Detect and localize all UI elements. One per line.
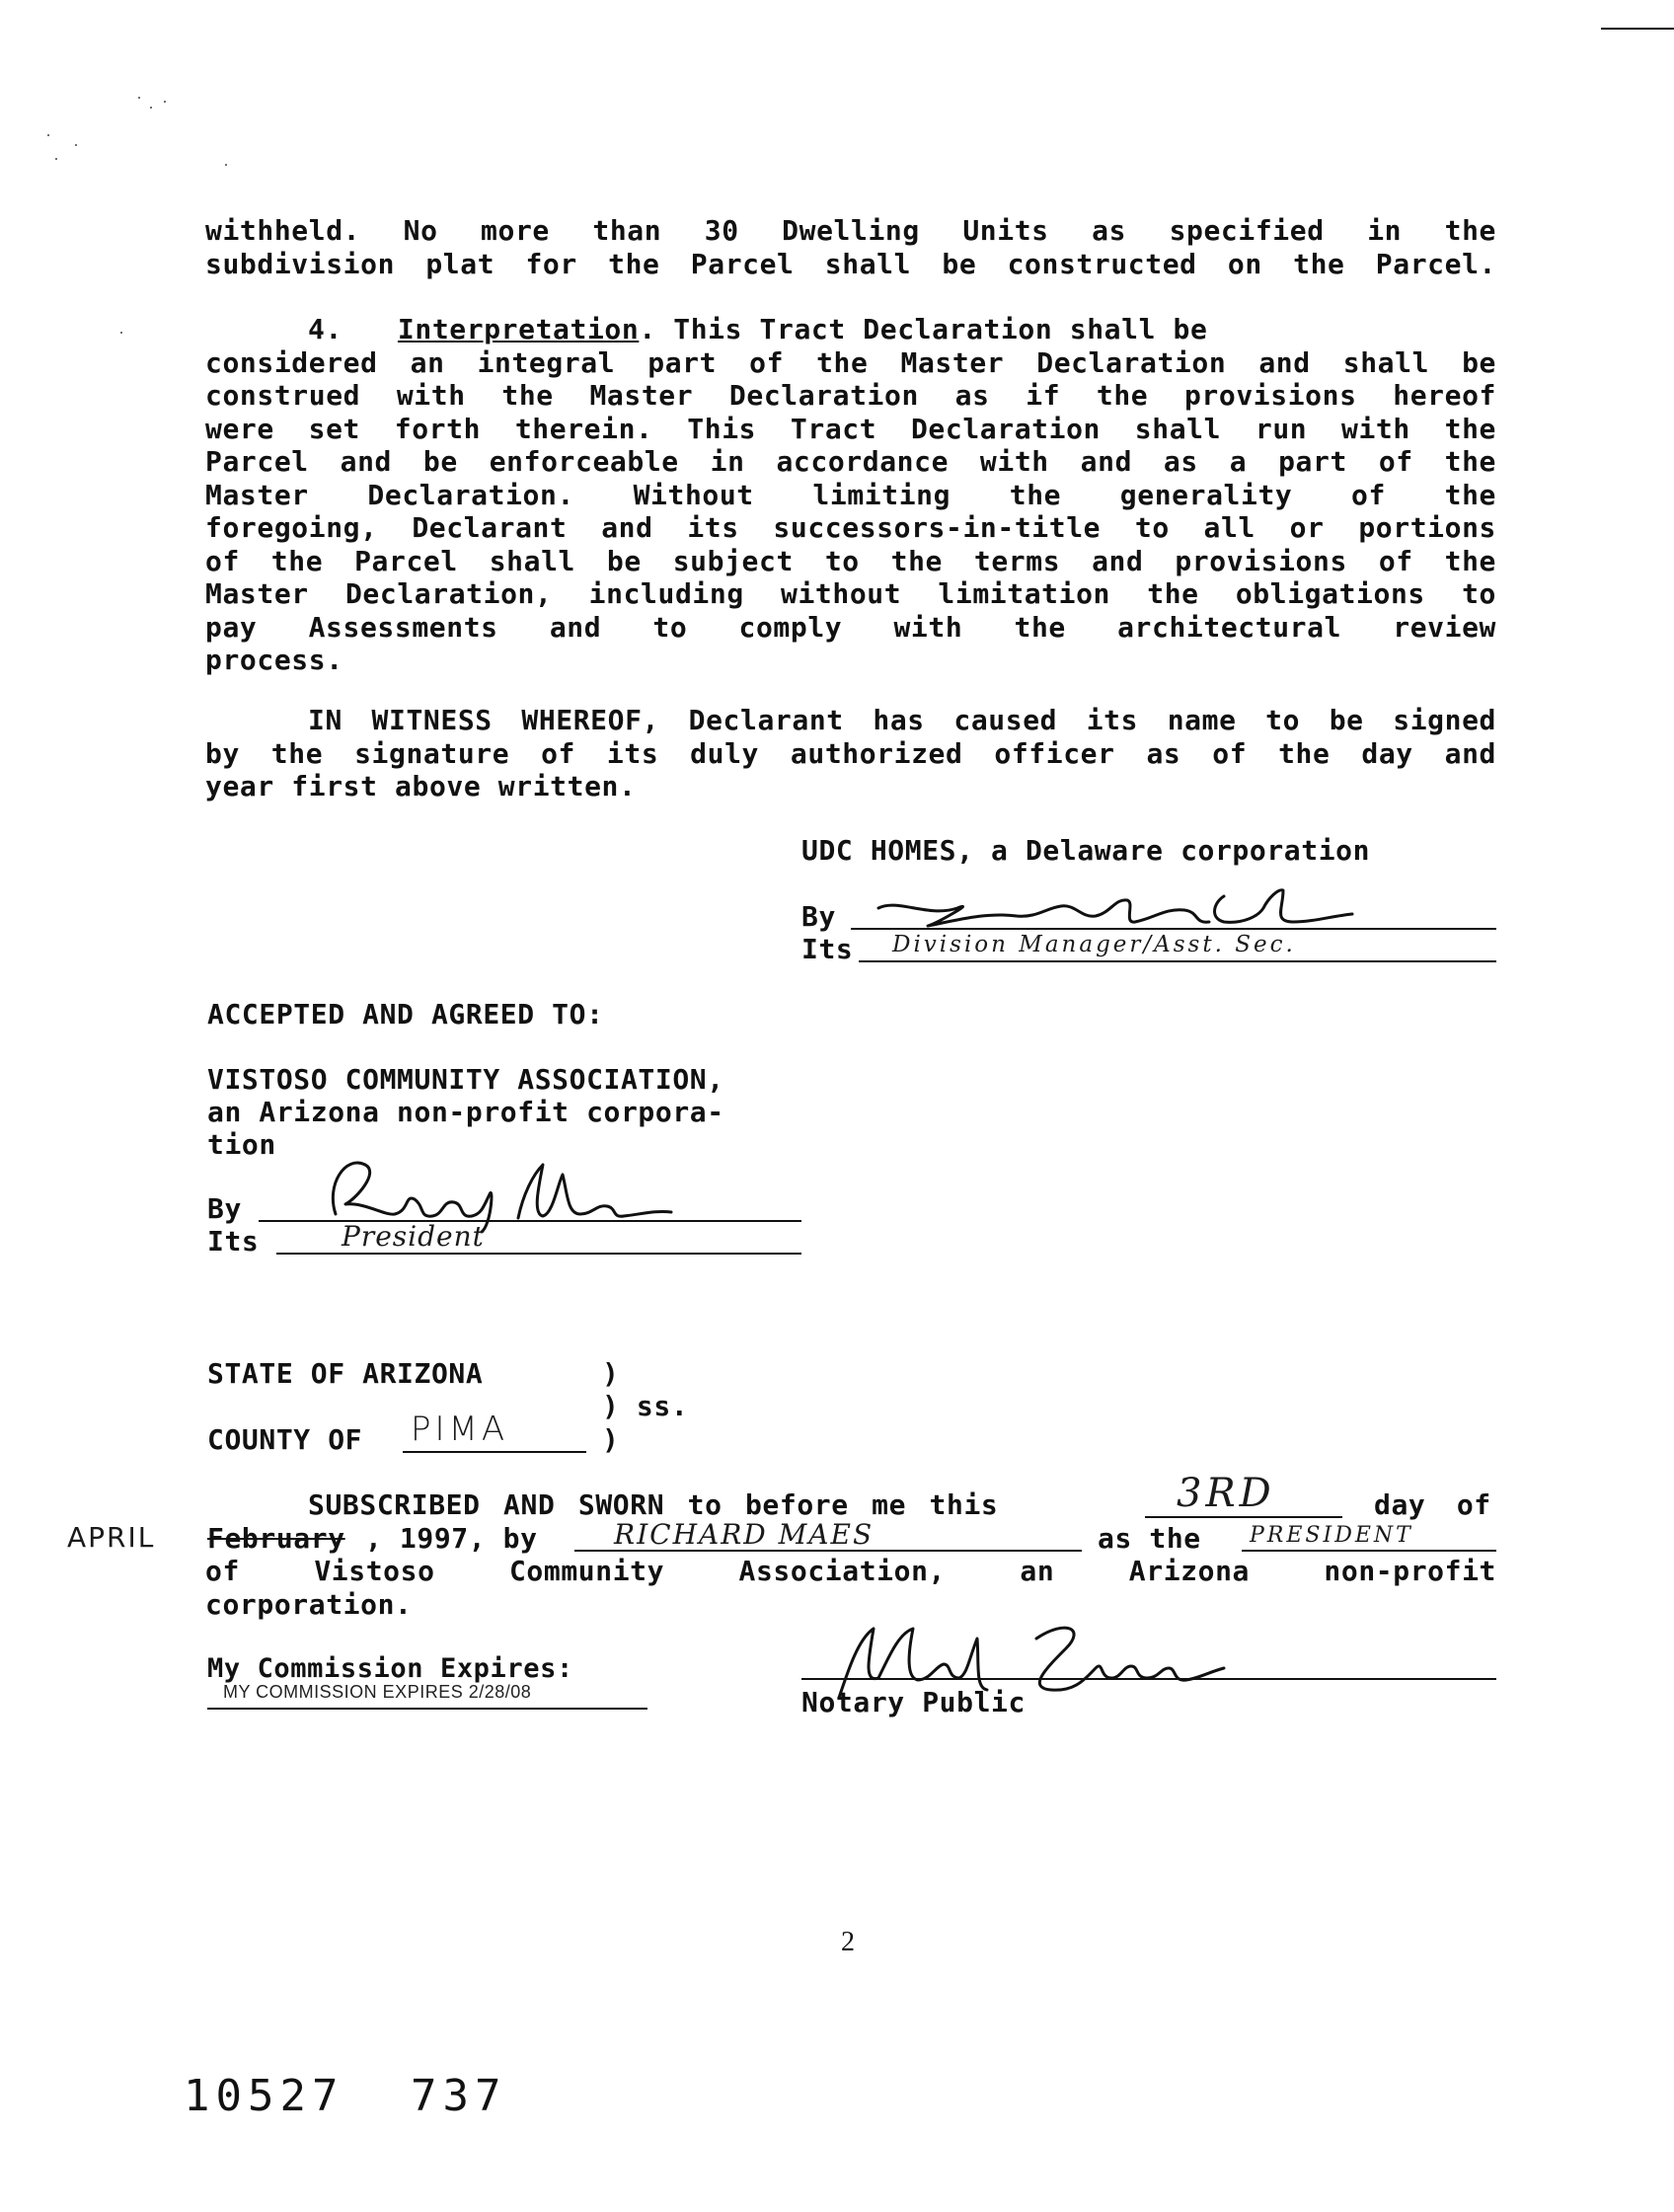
scan-speck: [47, 134, 49, 136]
subscribed-text: SUBSCRIBED AND SWORN to before me this: [308, 1488, 999, 1521]
venue-paren: ): [602, 1357, 620, 1390]
scan-speck: [138, 97, 140, 99]
scan-speck: [150, 107, 152, 109]
scan-speck: [225, 164, 227, 166]
section-4-first-line: [205, 313, 1496, 346]
subscribed-line-start: [308, 1488, 998, 1521]
section-number: 4.: [308, 313, 342, 345]
text-line: Master Declaration, including without limitation the obligations to: [205, 577, 1496, 610]
month-handwritten: APRIL: [67, 1521, 156, 1554]
udc-signature: [869, 878, 1362, 938]
county-line: [403, 1451, 586, 1453]
title-line: [1242, 1550, 1496, 1552]
accepted-line: VISTOSO COMMUNITY ASSOCIATION,: [207, 1063, 724, 1096]
text-line: pay Assessments and to comply with the architectural review: [205, 610, 1496, 644]
text-line: Parcel and be enforceable in accordance with and as a part of the: [205, 445, 1496, 478]
commission-stamp: MY COMMISSION EXPIRES 2/28/08: [223, 1682, 532, 1702]
text-line: considered an integral part of the Master Declaration and shall be: [205, 345, 1496, 379]
text-line: year first above written.: [205, 770, 637, 802]
accepted-its-line: [276, 1253, 801, 1255]
footer-reference-number: 737: [411, 2071, 507, 2121]
text-line: process.: [205, 644, 343, 676]
state-line: STATE OF ARIZONA: [207, 1357, 484, 1390]
scan-speck: [75, 144, 77, 146]
text-line: were set forth therein. This Tract Declaration shall run with the: [205, 412, 1496, 445]
text-line: by the signature of its duly authorized officer as of the day and: [205, 736, 1496, 770]
day-of-label: day of: [1374, 1488, 1491, 1521]
udc-its-handwritten: Division Manager/Asst. Sec.: [892, 932, 1296, 957]
notary-public-label: Notary Public: [801, 1686, 1026, 1718]
top-paragraph: [205, 214, 1496, 280]
accepted-line: tion: [207, 1128, 276, 1161]
udc-by-label: By: [801, 900, 836, 933]
scan-speck: [120, 332, 122, 334]
accepted-its-handwritten: President: [342, 1220, 485, 1253]
footer-reference-number: 10527: [184, 2071, 344, 2121]
section-heading: Interpretation: [397, 313, 640, 345]
text-line: subdivision plat for the Parcel shall be constructed on the Parcel.: [205, 247, 1496, 280]
scan-edge-mark: [1601, 28, 1674, 30]
text-line: Master Declaration. Without limiting the generality of the: [205, 478, 1496, 511]
commission-line: [207, 1708, 647, 1710]
udc-its-label: Its: [801, 933, 854, 965]
month-struck: February: [207, 1522, 345, 1555]
witness-paragraph: [205, 704, 1496, 803]
accepted-line: an Arizona non-profit corpora-: [207, 1096, 724, 1128]
text-line: [205, 704, 1496, 737]
corp-line: corporation.: [205, 1587, 413, 1621]
as-the-label: as the: [1098, 1522, 1201, 1555]
name-handwritten: RICHARD MAES: [614, 1518, 875, 1551]
commission-label: My Commission Expires:: [207, 1653, 573, 1684]
udc-company-name: UDC HOMES, a Delaware corporation: [801, 834, 1371, 867]
text-line: withheld. No more than 30 Dwelling Units as specified in the: [205, 214, 1496, 247]
scan-speck: [55, 158, 57, 160]
venue-paren: ): [602, 1423, 620, 1456]
year-by-label: , 1997, by: [365, 1522, 538, 1555]
text-line: of the Parcel shall be subject to the terms and provisions of the: [205, 544, 1496, 577]
county-handwritten: PIMA: [411, 1410, 509, 1449]
text-line: foregoing, Declarant and its successors-in-title to all or portions: [205, 511, 1496, 544]
title-handwritten: PRESIDENT: [1250, 1523, 1413, 1548]
page-number: 2: [841, 1927, 855, 1957]
county-label: COUNTY OF: [207, 1423, 363, 1456]
assoc-line: of Vistoso Community Association, an Arizona non-profit: [205, 1555, 1496, 1587]
section-4-paragraph: [205, 313, 1496, 677]
day-line: [1145, 1516, 1342, 1518]
udc-its-line: [859, 960, 1496, 962]
scan-speck: [164, 101, 166, 103]
accepted-by-label: By: [207, 1192, 242, 1225]
accepted-its-label: Its: [207, 1225, 260, 1258]
text-line: construed with the Master Declaration as if the provisions hereof: [205, 379, 1496, 412]
day-handwritten: 3RD: [1177, 1471, 1275, 1516]
accepted-heading: ACCEPTED AND AGREED TO:: [207, 998, 604, 1030]
ss-label: ) ss.: [602, 1390, 689, 1422]
text-line: . This Tract Declaration shall be: [639, 313, 1208, 345]
text-line-content: IN WITNESS WHEREOF, Declarant has caused its name to be signed: [308, 704, 1496, 736]
